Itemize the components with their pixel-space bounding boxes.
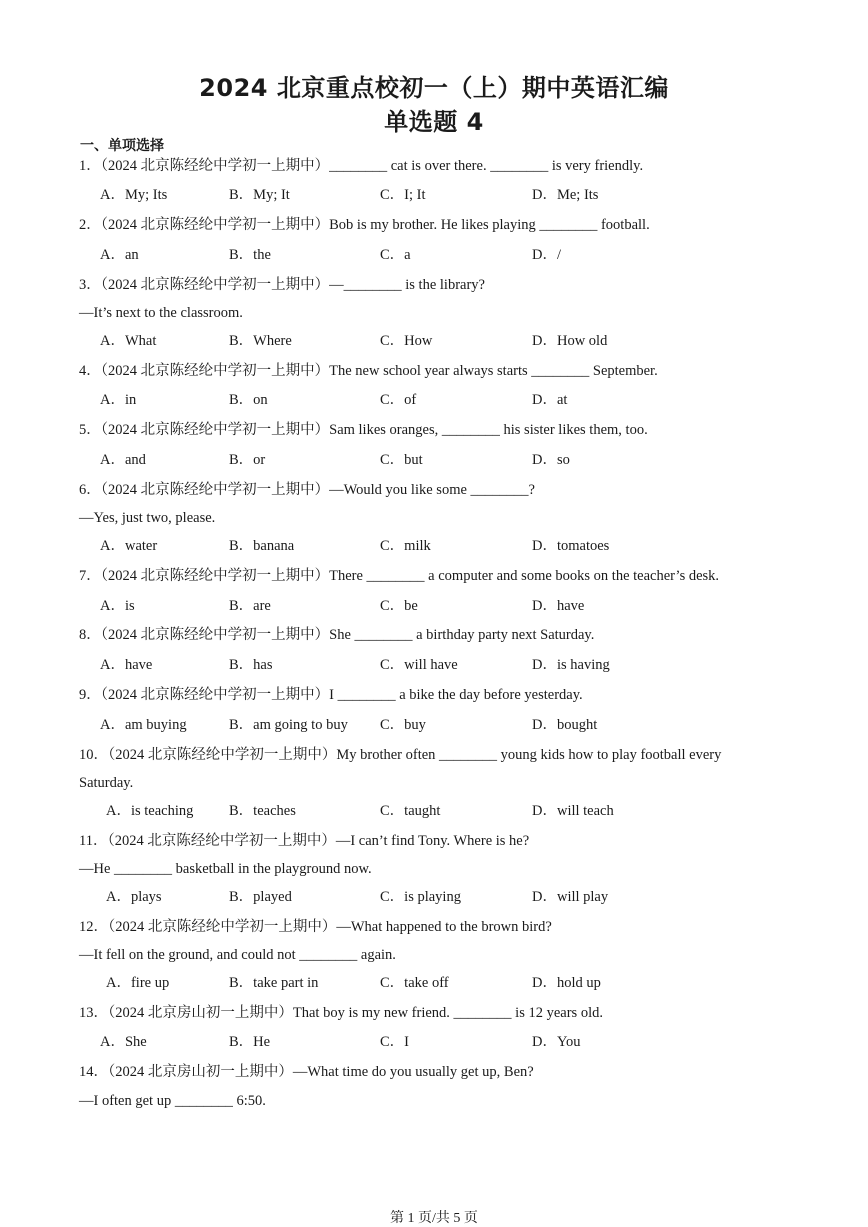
answer-option-c: C．be xyxy=(380,598,418,614)
answer-option-c: C．milk xyxy=(380,538,431,554)
question-stem: 1．（2024 北京陈经纶中学初一上期中）________ cat is over there. ________ is very friendly. xyxy=(79,158,644,174)
section-heading: 一、单项选择 xyxy=(80,138,164,154)
question-stem: 6．（2024 北京陈经纶中学初一上期中）—Would you like some ________? xyxy=(79,482,535,498)
answer-option-c: C．is playing xyxy=(380,889,461,905)
page-footer: 第 1 页/共 5 页 xyxy=(390,1211,478,1226)
answer-option-b: B．He xyxy=(229,1034,271,1050)
page-title: 2024 北京重点校初一（上）期中英语汇编 xyxy=(199,74,669,102)
question-stem: 10．（2024 北京陈经纶中学初一上期中）My brother often ________ young kids how to play football every xyxy=(79,747,722,763)
question-stem: 2．（2024 北京陈经纶中学初一上期中）Bob is my brother. He likes playing ________ football. xyxy=(79,217,650,233)
answer-option-b: B．has xyxy=(229,657,273,673)
answer-option-d: D．will teach xyxy=(532,803,614,819)
answer-option-c: C．I xyxy=(380,1034,409,1050)
answer-option-d: D．so xyxy=(532,452,570,468)
answer-option-d: D．will play xyxy=(532,889,609,905)
question-text: Saturday. xyxy=(79,775,134,791)
answer-option-a: A．plays xyxy=(106,889,162,905)
answer-option-c: C．of xyxy=(380,392,417,408)
question-text: —It fell on the ground, and could not ________ again. xyxy=(79,947,396,963)
question-stem: 5．（2024 北京陈经纶中学初一上期中）Sam likes oranges, ________ his sister likes them, too. xyxy=(79,422,648,438)
question-stem: 3．（2024 北京陈经纶中学初一上期中）—________ is the library? xyxy=(79,277,485,293)
answer-option-b: B．My; It xyxy=(229,187,290,203)
answer-option-a: A．is teaching xyxy=(106,803,194,819)
answer-option-b: B．teaches xyxy=(229,803,296,819)
question-stem: 11．（2024 北京陈经纶中学初一上期中）—I can’t find Tony. Where is he? xyxy=(79,833,530,849)
answer-option-c: C．take off xyxy=(380,975,449,991)
question-stem: 13．（2024 北京房山初一上期中）That boy is my new friend. ________ is 12 years old. xyxy=(79,1005,603,1021)
question-text: —I often get up ________ 6:50. xyxy=(79,1093,266,1109)
answer-option-c: C．I; It xyxy=(380,187,426,203)
answer-option-a: A．fire up xyxy=(106,975,170,991)
answer-option-d: D．tomatoes xyxy=(532,538,610,554)
question-stem: 8．（2024 北京陈经纶中学初一上期中）She ________ a birthday party next Saturday. xyxy=(79,627,595,643)
question-stem: 12．（2024 北京陈经纶中学初一上期中）—What happened to the brown bird? xyxy=(79,919,552,935)
answer-option-c: C．buy xyxy=(380,717,426,733)
answer-option-a: A．in xyxy=(100,392,137,408)
answer-option-d: D．How old xyxy=(532,333,608,349)
answer-option-b: B．am going to buy xyxy=(229,717,348,733)
answer-option-a: A．She xyxy=(100,1034,147,1050)
answer-option-b: B．or xyxy=(229,452,266,468)
answer-option-b: B．on xyxy=(229,392,268,408)
answer-option-a: A．What xyxy=(100,333,157,349)
answer-option-b: B．the xyxy=(229,247,271,263)
question-text: —Yes, just two, please. xyxy=(79,510,216,526)
answer-option-b: B．banana xyxy=(229,538,295,554)
answer-option-c: C．taught xyxy=(380,803,441,819)
answer-option-a: A．and xyxy=(100,452,146,468)
question-text: —He ________ basketball in the playground now. xyxy=(79,861,372,877)
answer-option-a: A．water xyxy=(100,538,158,554)
page-subtitle: 单选题 4 xyxy=(384,108,484,136)
answer-option-c: C．How xyxy=(380,333,433,349)
answer-option-d: D．/ xyxy=(532,247,561,263)
answer-option-b: B．played xyxy=(229,889,292,905)
answer-option-b: B．are xyxy=(229,598,271,614)
answer-option-d: D．is having xyxy=(532,657,610,673)
answer-option-c: C．will have xyxy=(380,657,458,673)
answer-option-b: B．Where xyxy=(229,333,292,349)
answer-option-d: D．have xyxy=(532,598,585,614)
question-stem: 7．（2024 北京陈经纶中学初一上期中）There ________ a computer and some books on the teacher’s desk. xyxy=(79,568,720,584)
question-stem: 14．（2024 北京房山初一上期中）—What time do you usually get up, Ben? xyxy=(79,1064,534,1080)
question-text: —It’s next to the classroom. xyxy=(79,305,243,321)
question-stem: 4．（2024 北京陈经纶中学初一上期中）The new school year always starts ________ September. xyxy=(79,363,658,379)
answer-option-b: B．take part in xyxy=(229,975,319,991)
answer-option-a: A．am buying xyxy=(100,717,187,733)
answer-option-a: A．is xyxy=(100,598,135,614)
answer-option-c: C．a xyxy=(380,247,411,263)
answer-option-a: A．My; Its xyxy=(100,187,168,203)
answer-option-a: A．have xyxy=(100,657,153,673)
question-stem: 9．（2024 北京陈经纶中学初一上期中）I ________ a bike the day before yesterday. xyxy=(79,687,583,703)
answer-option-d: D．bought xyxy=(532,717,598,733)
answer-option-d: D．You xyxy=(532,1034,581,1050)
answer-option-d: D．hold up xyxy=(532,975,601,991)
answer-option-c: C．but xyxy=(380,452,423,468)
answer-option-d: D．at xyxy=(532,392,568,408)
answer-option-d: D．Me; Its xyxy=(532,187,599,203)
answer-option-a: A．an xyxy=(100,247,139,263)
